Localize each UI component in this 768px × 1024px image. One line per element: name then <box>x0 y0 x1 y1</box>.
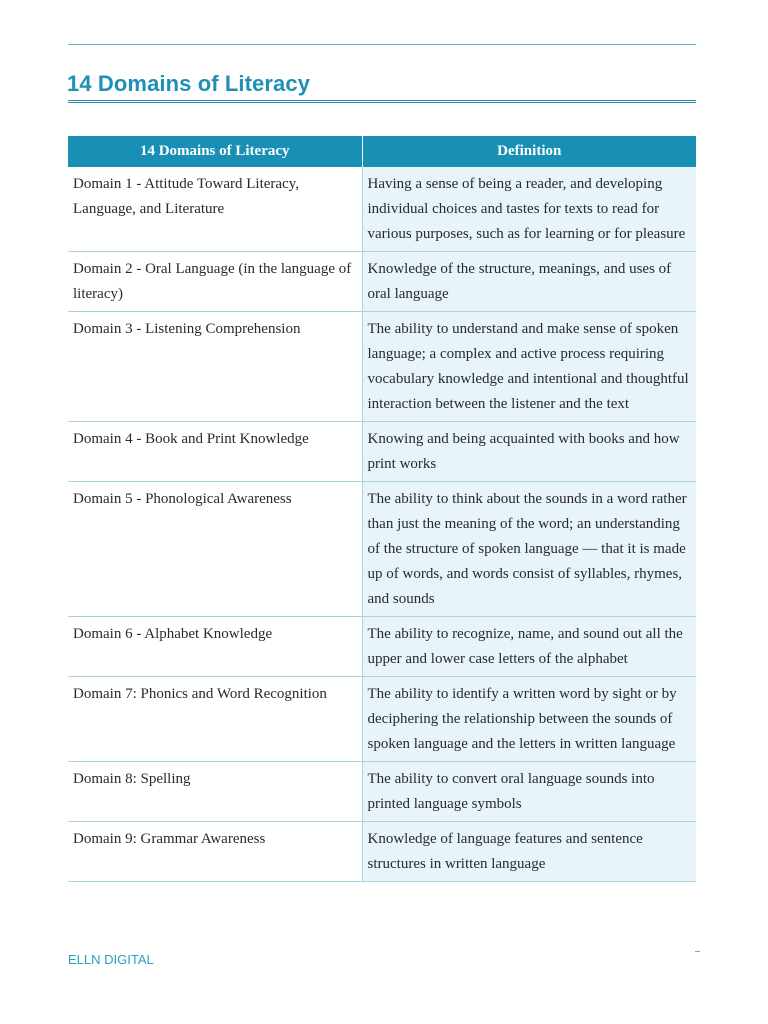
table-row <box>68 252 696 312</box>
table-body <box>68 167 696 882</box>
table-row <box>68 167 696 252</box>
table-row <box>68 822 696 882</box>
definition-cell: The ability to identify a written word by sight or by deciphering the relationship between the sounds of spoken language and the letters in written language <box>362 677 696 762</box>
footer-brand: ELLN DIGITAL <box>68 952 154 967</box>
definition-cell: The ability to understand and make sense of spoken language; a complex and active process requiring vocabulary knowledge and intentional and thoughtful interaction between the listener and the text <box>362 312 696 422</box>
title-underline <box>68 100 696 103</box>
definition-cell: Knowledge of language features and sentence structures in written language <box>362 822 696 882</box>
table-row <box>68 482 696 617</box>
table-header <box>68 136 696 167</box>
table-row <box>68 762 696 822</box>
domain-cell: Domain 1 - Attitude Toward Literacy, Language, and Literature <box>68 167 362 252</box>
domains-table <box>68 136 696 882</box>
table-row <box>68 617 696 677</box>
domain-cell: Domain 6 - Alphabet Knowledge <box>68 617 362 677</box>
domain-cell: Domain 8: Spelling <box>68 762 362 822</box>
header-row <box>68 136 696 167</box>
table-row <box>68 312 696 422</box>
column-header-domain: 14 Domains of Literacy <box>68 136 362 167</box>
table-row <box>68 422 696 482</box>
page-title: 14 Domains of Literacy <box>67 71 311 96</box>
definition-cell: The ability to recognize, name, and sound out all the upper and lower case letters of the alphabet <box>362 617 696 677</box>
domain-cell: Domain 5 - Phonological Awareness <box>68 482 362 617</box>
domain-cell: Domain 9: Grammar Awareness <box>68 822 362 882</box>
definition-cell: The ability to think about the sounds in a word rather than just the meaning of the word; an understanding of the structure of spoken language — that it is made up of words, and words consist of syllables, rhymes, and sounds <box>362 482 696 617</box>
definition-cell: Having a sense of being a reader, and developing individual choices and tastes for texts to read for various purposes, such as for learning or for pleasure <box>362 167 696 252</box>
domain-cell: Domain 3 - Listening Comprehension <box>68 312 362 422</box>
domain-cell: Domain 2 - Oral Language (in the language of literacy) <box>68 252 362 312</box>
column-header-definition: Definition <box>362 136 696 167</box>
footer-rule <box>695 951 700 952</box>
definition-cell: Knowledge of the structure, meanings, and uses of oral language <box>362 252 696 312</box>
table-row <box>68 677 696 762</box>
top-rule <box>68 44 696 45</box>
domain-cell: Domain 7: Phonics and Word Recognition <box>68 677 362 762</box>
domain-cell: Domain 4 - Book and Print Knowledge <box>68 422 362 482</box>
definition-cell: Knowing and being acquainted with books and how print works <box>362 422 696 482</box>
definition-cell: The ability to convert oral language sounds into printed language symbols <box>362 762 696 822</box>
